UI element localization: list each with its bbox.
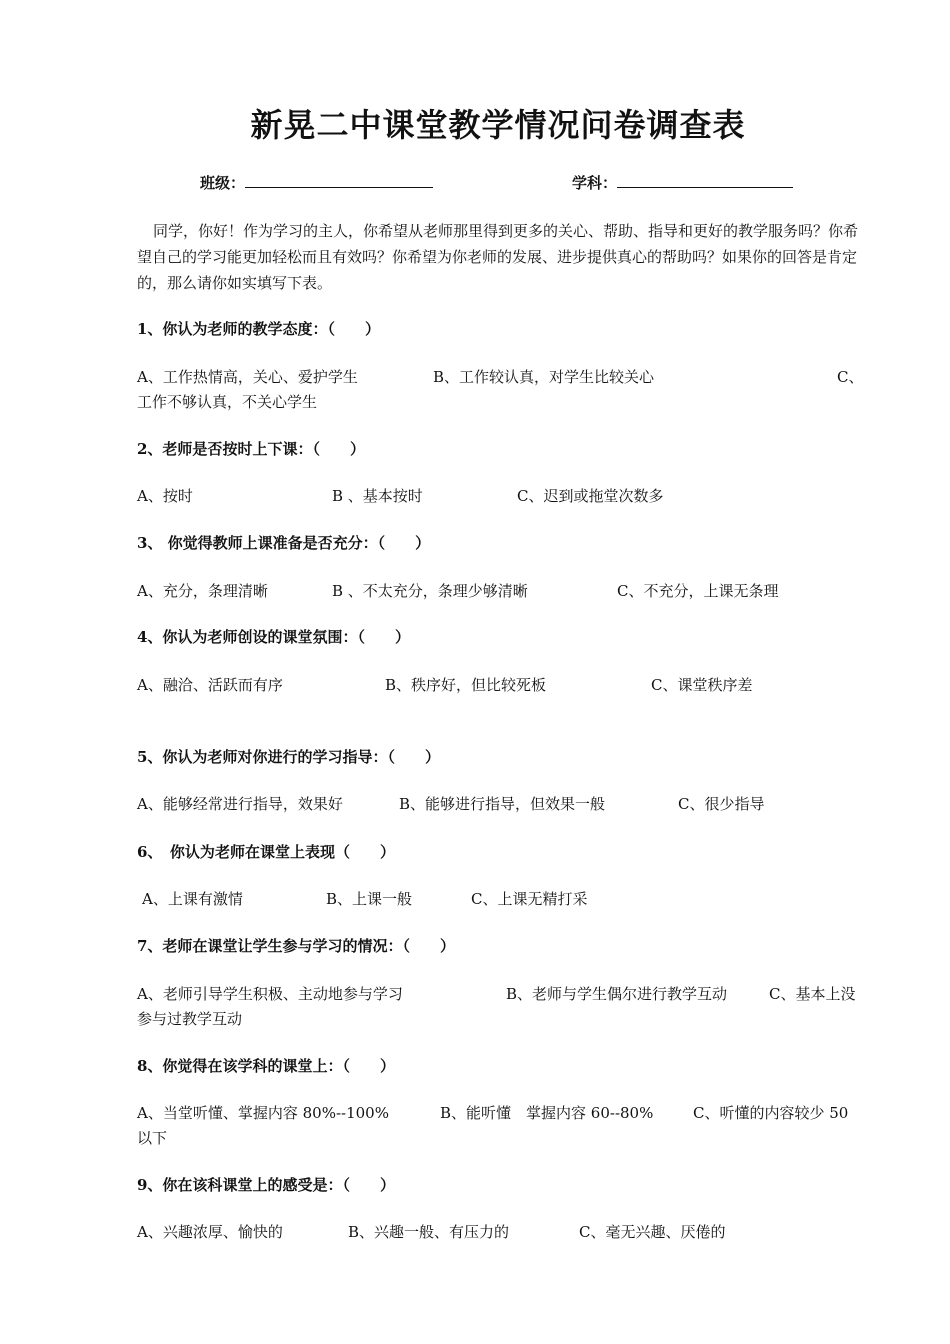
question-5-option-b[interactable]: B、能够进行指导，但效果一般 [399, 795, 606, 813]
question-8-option-c-continued[interactable]: 以下 [137, 1129, 168, 1147]
question-3-option-b[interactable]: B 、不太充分，条理少够清晰 [332, 582, 528, 600]
class-blank-line[interactable] [245, 175, 433, 188]
question-1: 1、你认为老师的教学态度：（ ） [137, 320, 380, 338]
question-1-option-b[interactable]: B、工作较认真，对学生比较关心 [433, 368, 655, 386]
question-1-option-c-continued[interactable]: 工作不够认真，不关心学生 [137, 393, 318, 411]
question-9-option-b[interactable]: B、兴趣一般、有压力的 [348, 1223, 510, 1241]
question-4: 4、你认为老师创设的课堂氛围：（ ） [137, 628, 410, 646]
intro-paragraph: 同学，你好！作为学习的主人，你希望从老师那里得到更多的关心、帮助、指导和更好的教学服务吗？你希望自己的学习能更加轻松而且有效吗？你希望为你老师的发展、进步提供真心的帮助吗？如果你的回答是肯定的，那么请你如实填写下表。 [137, 222, 859, 292]
question-4-option-c[interactable]: C、课堂秩序差 [651, 676, 753, 694]
question-8-option-a[interactable]: A、当堂听懂、掌握内容 80%--100% [137, 1104, 389, 1122]
question-6-option-b[interactable]: B、上课一般 [326, 890, 413, 908]
question-5-option-a[interactable]: A、能够经常进行指导，效果好 [137, 795, 343, 813]
question-8: 8、你觉得在该学科的课堂上：（ ） [137, 1057, 395, 1075]
question-1-option-c[interactable]: C、 [837, 368, 864, 386]
question-7-option-c[interactable]: C、基本上没 [769, 985, 856, 1003]
question-6-option-c[interactable]: C、上课无精打采 [471, 890, 588, 908]
class-field [200, 172, 433, 193]
question-2-option-b[interactable]: B 、基本按时 [332, 487, 423, 505]
question-6-option-a[interactable]: A、上课有激情 [142, 890, 243, 908]
class-label: 班级： [200, 174, 246, 192]
question-2-option-c[interactable]: C、迟到或拖堂次数多 [517, 487, 664, 505]
question-2-option-a[interactable]: A、按时 [137, 487, 193, 505]
question-8-option-c[interactable]: C、听懂的内容较少 50 [693, 1104, 849, 1122]
subject-label: 学科： [572, 174, 618, 192]
question-5-option-c[interactable]: C、很少指导 [678, 795, 765, 813]
page-title: 新晃二中课堂教学情况问卷调查表 [250, 106, 746, 144]
question-9-option-a[interactable]: A、兴趣浓厚、愉快的 [137, 1223, 283, 1241]
question-5: 5、你认为老师对你进行的学习指导：（ ） [137, 748, 440, 766]
question-7-option-b[interactable]: B、老师与学生偶尔进行教学互动 [506, 985, 728, 1003]
question-6: 6、 你认为老师在课堂上表现（ ） [137, 843, 395, 861]
question-9: 9、你在该科课堂上的感受是：（ ） [137, 1176, 395, 1194]
subject-blank-line[interactable] [617, 175, 793, 188]
question-1-option-a[interactable]: A、工作热情高，关心、爱护学生 [137, 368, 358, 386]
question-8-option-b[interactable]: B、能听懂 掌握内容 60--80% [440, 1104, 654, 1122]
question-3-option-a[interactable]: A、充分，条理清晰 [137, 582, 268, 600]
question-7-option-a[interactable]: A、老师引导学生积极、主动地参与学习 [137, 985, 403, 1003]
question-4-option-a[interactable]: A、融洽、活跃而有序 [137, 676, 283, 694]
subject-field [572, 172, 793, 193]
question-4-option-b[interactable]: B、秩序好，但比较死板 [385, 676, 547, 694]
question-9-option-c[interactable]: C、毫无兴趣、厌倦的 [579, 1223, 726, 1241]
question-3: 3、 你觉得教师上课准备是否充分：（ ） [137, 534, 431, 552]
question-2: 2、老师是否按时上下课：（ ） [137, 440, 365, 458]
question-7-option-c-continued[interactable]: 参与过教学互动 [137, 1010, 243, 1028]
question-7: 7、老师在课堂让学生参与学习的情况：（ ） [137, 937, 455, 955]
question-3-option-c[interactable]: C、不充分，上课无条理 [617, 582, 779, 600]
